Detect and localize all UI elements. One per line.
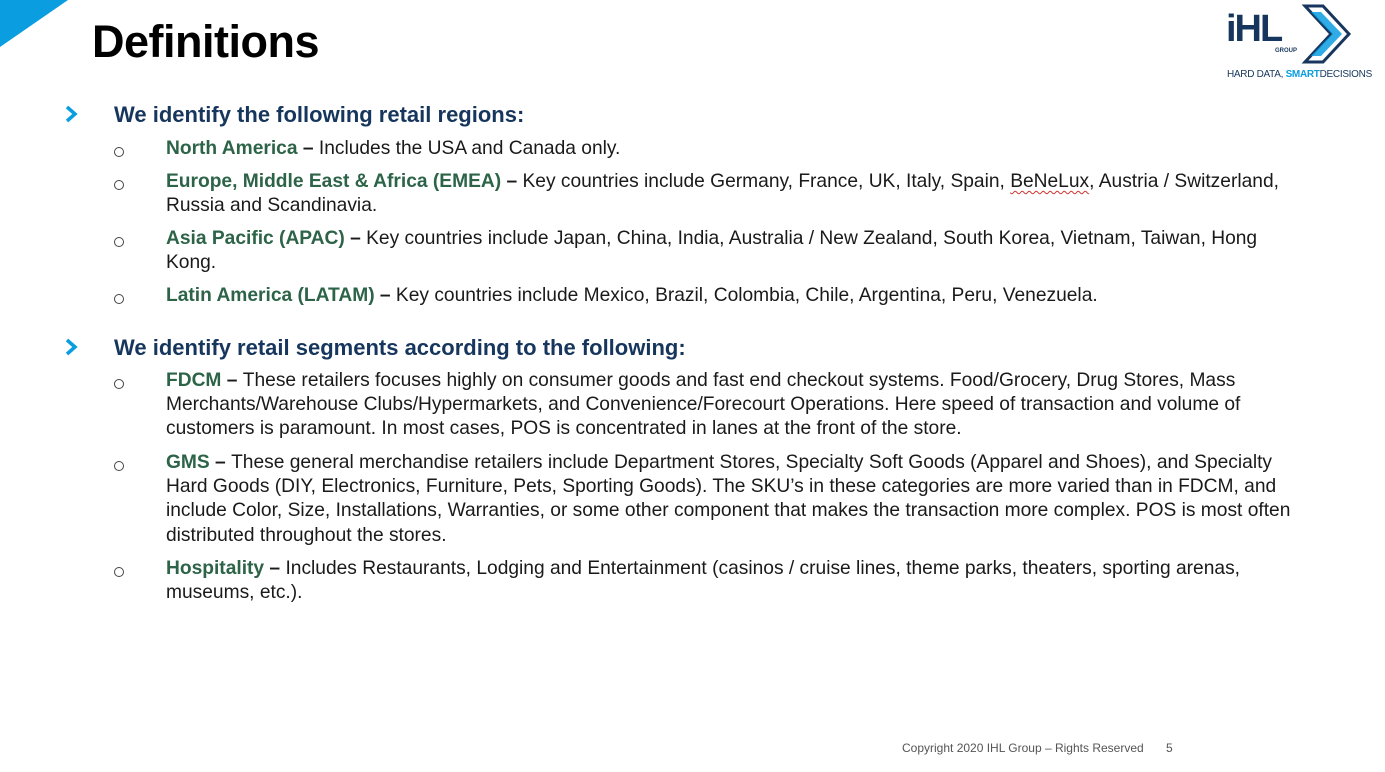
circle-bullet	[114, 567, 124, 577]
logo-word: iHL	[1226, 8, 1282, 50]
page-number: 5	[1166, 741, 1173, 755]
logo-tagline: HARD DATA, SMARTDECISIONS	[1227, 69, 1372, 80]
list-item: Europe, Middle East & Africa (EMEA) – Key countries include Germany, France, UK, Italy, Spain, BeNeLux, Austria / Switzerland, Russia and Scandinavia.	[166, 171, 1279, 217]
chevron-right-icon	[64, 338, 78, 356]
list-item: North America – Includes the USA and Canada only.	[166, 138, 621, 159]
circle-bullet	[114, 237, 124, 247]
list-item: Asia Pacific (APAC) – Key countries include Japan, China, India, Australia / New Zealand, South Korea, Vietnam, Taiwan, Hong Kong.	[166, 228, 1258, 274]
chevron-right-icon	[64, 105, 78, 123]
list-item: Latin America (LATAM) – Key countries include Mexico, Brazil, Colombia, Chile, Argentina, Peru, Venezuela.	[166, 285, 1098, 306]
circle-bullet	[114, 147, 124, 157]
section-heading-regions: We identify the following retail regions:	[114, 102, 525, 127]
list-item: FDCM – These retailers focuses highly on consumer goods and fast end checkout systems. Food/Grocery, Drug Stores, Mass Merchants/Warehouse Clubs/Hypermarkets, and Convenience/Forecourt Operations. Here speed of transaction and volume of customers is paramount. In most cases, POS is concentrated in lanes at the front of the store.	[166, 370, 1241, 440]
circle-bullet	[114, 379, 124, 389]
circle-bullet	[114, 180, 124, 190]
circle-bullet	[114, 461, 124, 471]
list-item: Hospitality – Includes Restaurants, Lodging and Entertainment (casinos / cruise lines, theme parks, theaters, sporting arenas, museums, etc.).	[166, 558, 1240, 604]
copyright-footer: Copyright 2020 IHL Group – Rights Reserved	[902, 741, 1144, 755]
slide-title: Definitions	[92, 16, 319, 67]
section-heading-segments: We identify retail segments according to the following:	[114, 335, 686, 360]
list-item: GMS – These general merchandise retailers include Department Stores, Specialty Soft Goods (Apparel and Shoes), and Specialty Hard Goods (DIY, Electronics, Furniture, Pets, Sporting Goods). The SKU’s in these categories are more varied than in FDCM, and include Color, Size, Installations, Warranties, or some other component that makes the transaction more complex. POS is most often distributed throughout the stores.	[166, 452, 1291, 546]
circle-bullet	[114, 294, 124, 304]
logo-group-label: GROUP	[1275, 48, 1298, 54]
corner-accent	[0, 0, 68, 47]
ihl-logo	[1225, 2, 1385, 82]
logo-arrow-icon	[1295, 2, 1353, 66]
